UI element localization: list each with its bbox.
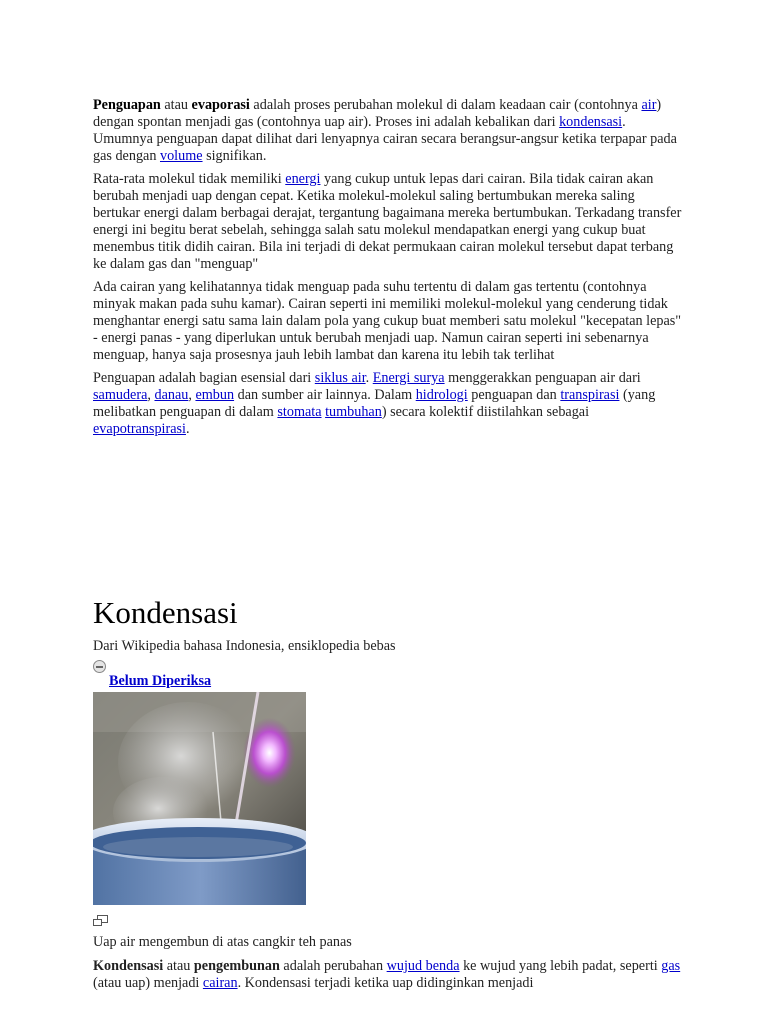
link-wujud-benda[interactable]: wujud benda bbox=[386, 958, 460, 974]
text: penguapan dan bbox=[467, 387, 561, 403]
text: ) secara kolektif diistilahkan sebagai bbox=[381, 404, 590, 420]
text: Rata-rata molekul tidak memiliki bbox=[93, 171, 286, 187]
text: , bbox=[188, 387, 196, 403]
text: signifikan. bbox=[202, 148, 267, 164]
text: (atau uap) menjadi bbox=[93, 975, 203, 991]
link-hidrologi[interactable]: hidrologi bbox=[415, 387, 468, 403]
text: . bbox=[185, 421, 190, 437]
text: . Umumnya penguapan dapat dilihat dari lenyapnya cairan secara berangsur-angsur ketika terpapar pada gas dengan bbox=[93, 114, 677, 164]
steaming-teacup-image[interactable] bbox=[93, 692, 306, 905]
link-cairan[interactable]: cairan bbox=[202, 975, 238, 991]
link-volume[interactable]: volume bbox=[159, 148, 203, 164]
text: ke wujud yang lebih padat, seperti bbox=[459, 958, 662, 974]
paragraph-4 bbox=[93, 370, 683, 438]
review-status-link[interactable]: Belum Diperiksa bbox=[109, 673, 212, 689]
enlarge-icon[interactable] bbox=[93, 915, 108, 926]
evaporasi-article bbox=[93, 97, 683, 444]
text: . Kondensasi terjadi ketika uap didinginkan menjadi bbox=[237, 975, 534, 991]
page-title: Kondensasi bbox=[93, 595, 238, 630]
review-status bbox=[93, 660, 693, 690]
text: dan sumber air lainnya. Dalam bbox=[234, 387, 416, 403]
term-evaporasi: evaporasi bbox=[191, 97, 250, 113]
text: Penguapan adalah bagian esensial dari bbox=[93, 370, 315, 386]
text: . bbox=[365, 370, 373, 386]
paragraph-3: Ada cairan yang kelihatannya tidak menguap pada suhu tertentu di dalam gas tertentu (contohnya minyak makan pada suhu kamar). Cairan seperti ini memiliki molekul-molekul yang cenderung tidak menghantar energi satu sama lain dalam pola yang cukup buat memberi satu molekul "kecepatan lepas" - energi panas - yang diperlukan untuk berubah menjadi uap. Namun cairan seperti ini sebenarnya menguap, hanya saja prosesnya jauh lebih lambat dan karena itu lebih tak terlihat bbox=[93, 279, 682, 363]
minus-circle-icon[interactable] bbox=[93, 660, 106, 673]
link-energi-surya[interactable]: Energi surya bbox=[372, 370, 445, 386]
paragraph-2 bbox=[93, 171, 683, 273]
text: adalah proses perubahan molekul di dalam keadaan cair (contohnya bbox=[249, 97, 642, 113]
link-stomata[interactable]: stomata bbox=[277, 404, 322, 420]
link-tumbuhan[interactable]: tumbuhan bbox=[325, 404, 382, 420]
text: adalah perubahan bbox=[279, 958, 387, 974]
term-pengembunan: pengembunan bbox=[193, 958, 280, 974]
kondensasi-section bbox=[93, 594, 693, 992]
text: (yang melibatkan penguapan di dalam bbox=[93, 387, 656, 420]
text: menggerakkan penguapan air dari bbox=[444, 370, 641, 386]
term-kondensasi: Kondensasi bbox=[93, 958, 164, 974]
text: ) dengan spontan menjadi gas (contohnya uap air). Proses ini adalah kebalikan dari bbox=[93, 97, 662, 130]
paragraph-1 bbox=[93, 97, 683, 165]
link-air[interactable]: air bbox=[641, 97, 657, 113]
link-samudera[interactable]: samudera bbox=[93, 387, 148, 403]
text: atau bbox=[163, 958, 194, 974]
text: yang cukup untuk lepas dari cairan. Bila tidak cairan akan berubah menjadi uap dengan cepat. Ketika molekul-molekul saling bertumbukan mereka saling bertukar energi dalam berbagai derajat, tergantung bagaimana mereka bertumbukan. Terkadang transfer energi ini begitu berat sebelah, sehingga salah satu molekul mendapatkan energi yang cukup buat menembus titik didih cairan. Bila ini terjadi di dekat permukaan cairan molekul tersebut dapat terbang ke dalam gas dan "menguap" bbox=[93, 171, 682, 272]
text: , bbox=[147, 387, 155, 403]
link-danau[interactable]: danau bbox=[154, 387, 189, 403]
link-embun[interactable]: embun bbox=[195, 387, 235, 403]
link-gas[interactable]: gas bbox=[661, 958, 681, 974]
page-subtitle: Dari Wikipedia bahasa Indonesia, ensiklopedia bebas bbox=[93, 638, 396, 654]
kondensasi-paragraph bbox=[93, 958, 693, 992]
link-energi[interactable]: energi bbox=[285, 171, 321, 187]
link-transpirasi[interactable]: transpirasi bbox=[560, 387, 620, 403]
text: atau bbox=[160, 97, 192, 113]
term-penguapan: Penguapan bbox=[93, 97, 161, 113]
link-kondensasi[interactable]: kondensasi bbox=[559, 114, 623, 130]
image-caption: Uap air mengembun di atas cangkir teh panas bbox=[93, 934, 352, 950]
link-siklus-air[interactable]: siklus air bbox=[314, 370, 366, 386]
link-evapotranspirasi[interactable]: evapotranspirasi bbox=[93, 421, 186, 437]
